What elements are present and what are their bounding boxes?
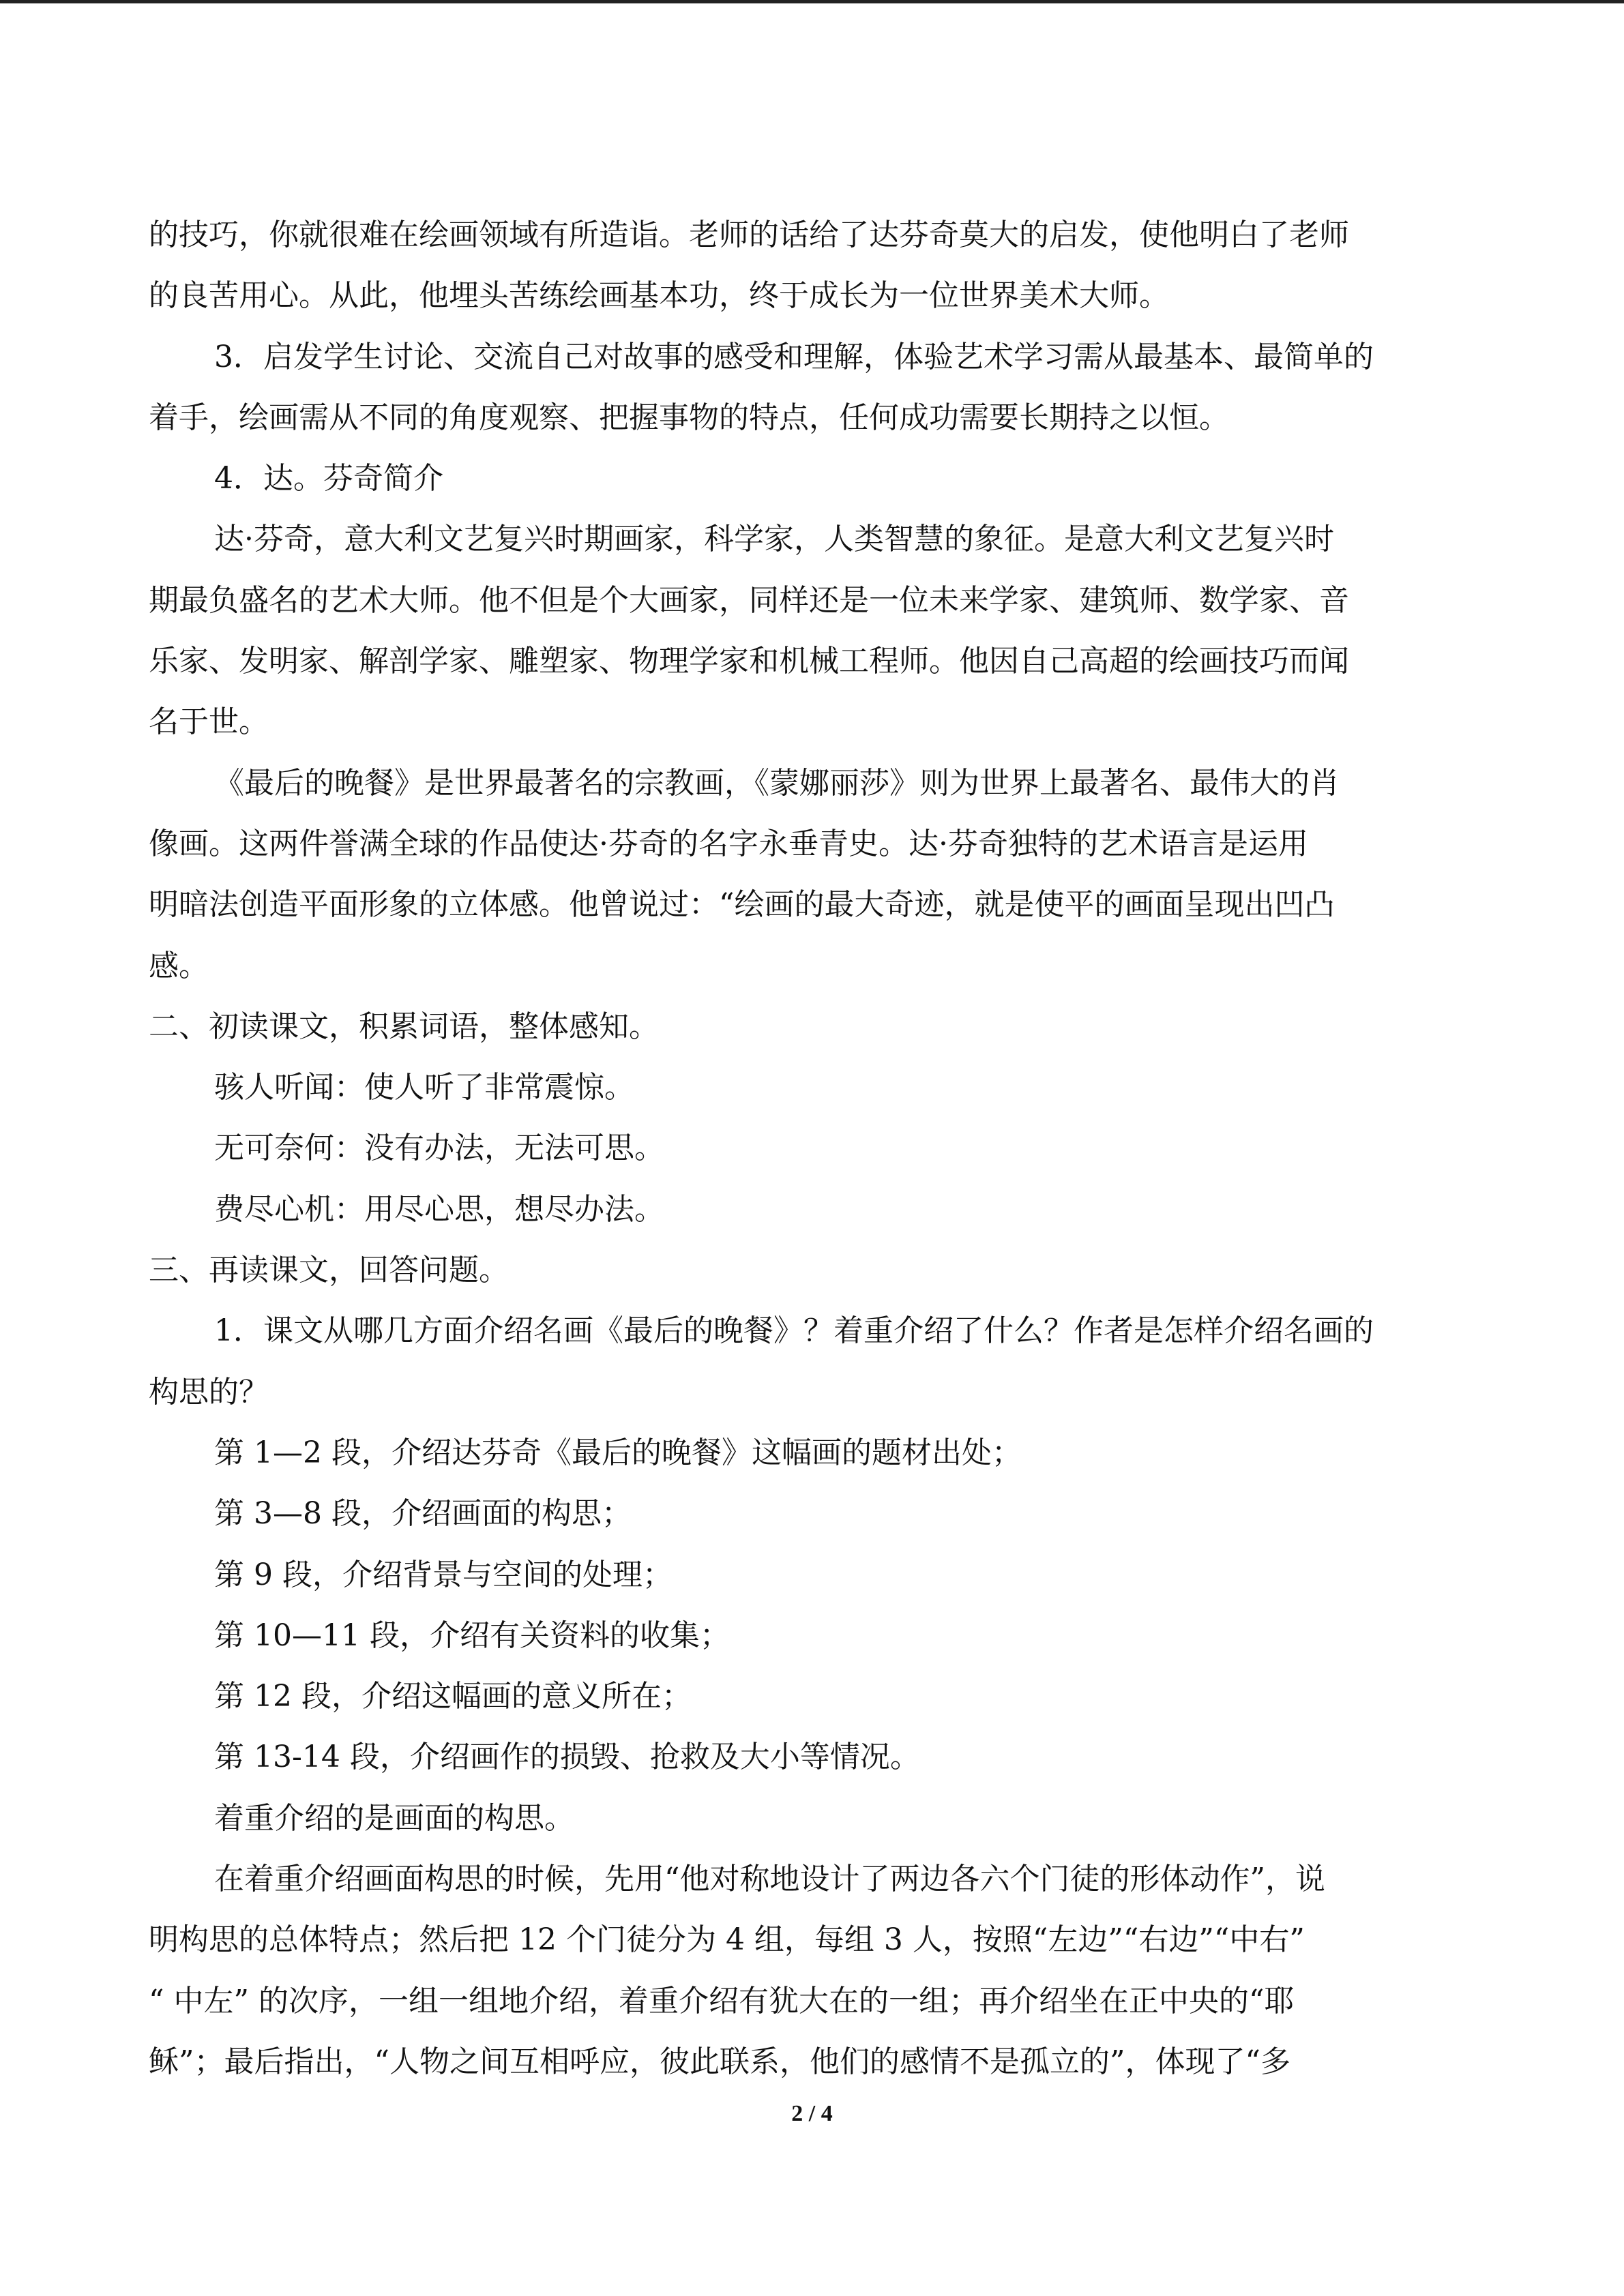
page-top-border bbox=[0, 0, 1624, 3]
text-line: 明暗法创造平面形象的立体感。他曾说过：“绘画的最大奇迹，就是使平的画面呈现出凹凸 bbox=[149, 887, 1335, 923]
answer-item: 第 1—2 段，介绍达芬奇《最后的晚餐》这幅画的题材出处； bbox=[214, 1435, 1022, 1470]
answer-item: 第 9 段，介绍背景与空间的处理； bbox=[214, 1557, 673, 1592]
text-line: 《最后的晚餐》是世界最著名的宗教画，《蒙娜丽莎》则为世界上最著名、最伟大的肖 bbox=[214, 765, 1340, 801]
text-line: 着重介绍的是画面的构思。 bbox=[214, 1800, 574, 1836]
vocab-item: 费尽心机：用尽心思，想尽办法。 bbox=[214, 1191, 664, 1227]
document-body bbox=[149, 205, 1479, 2092]
answer-item: 第 13-14 段，介绍画作的损毁、抢救及大小等情况。 bbox=[214, 1740, 920, 1775]
answer-item: 第 10—11 段，介绍有关资料的收集； bbox=[214, 1617, 730, 1653]
text-line: 着手，绘画需从不同的角度观察、把握事物的特点，任何成功需要长期持之以恒。 bbox=[149, 400, 1229, 435]
answer-item: 第 12 段，介绍这幅画的意义所在； bbox=[214, 1679, 692, 1714]
text-line: 乐家、发明家、解剖学家、雕塑家、物理学家和机械工程师。他因自己高超的绘画技巧而闻 bbox=[149, 644, 1349, 679]
vocab-item: 骇人听闻：使人听了非常震惊。 bbox=[214, 1070, 634, 1105]
text-line: 像画。这两件誉满全球的作品使达·芬奇的名字永垂青史。达·芬奇独特的艺术语言是运用 bbox=[149, 826, 1308, 861]
answer-item: 第 3—8 段，介绍画面的构思； bbox=[214, 1496, 632, 1532]
text-line: 在着重介绍画面构思的时候，先用“他对称地设计了两边各六个门徒的形体动作”，说 bbox=[214, 1862, 1325, 1897]
text-line: 名于世。 bbox=[149, 704, 269, 740]
question-line: 构思的？ bbox=[149, 1374, 269, 1410]
text-line: 的技巧，你就很难在绘画领域有所造诣。老师的话给了达芬奇莫大的启发，使他明白了老师 bbox=[149, 218, 1349, 252]
vocab-item: 无可奈何：没有办法，无法可思。 bbox=[214, 1131, 664, 1166]
text-line: “ 中左” 的次序，一组一组地介绍，着重介绍有犹大在的一组；再介绍坐在正中央的“耶 bbox=[149, 1983, 1295, 2018]
text-line: 3．启发学生讨论、交流自己对故事的感受和理解，体验艺术学习需从最基本、最简单的 bbox=[214, 339, 1374, 374]
text-line: 明构思的总体特点；然后把 12 个门徒分为 4 组，每组 3 人，按照“左边”“右边”“中右” bbox=[149, 1922, 1305, 1958]
section-heading: 三、再读课文，回答问题。 bbox=[149, 1253, 509, 1288]
page-number: 2 / 4 bbox=[791, 2101, 833, 2126]
question-line: 1．课文从哪几方面介绍名画《最后的晚餐》？着重介绍了什么？作者是怎样介绍名画的 bbox=[214, 1313, 1374, 1349]
section-heading: 4．达。芬奇简介 bbox=[214, 461, 443, 496]
section-heading: 二、初读课文，积累词语，整体感知。 bbox=[149, 1009, 659, 1044]
text-line: 达·芬奇，意大利文艺复兴时期画家，科学家，人类智慧的象征。是意大利文艺复兴时 bbox=[214, 522, 1334, 557]
text-line: 稣”；最后指出，“人物之间互相呼应，彼此联系，他们的感情不是孤立的”，体现了“多 bbox=[149, 2044, 1290, 2079]
text-line: 期最负盛名的艺术大师。他不但是个大画家，同样还是一位未来学家、建筑师、数学家、音 bbox=[149, 582, 1349, 618]
text-line: 感。 bbox=[149, 948, 209, 983]
text-line: 的良苦用心。从此，他埋头苦练绘画基本功，终于成长为一位世界美术大师。 bbox=[149, 278, 1169, 314]
